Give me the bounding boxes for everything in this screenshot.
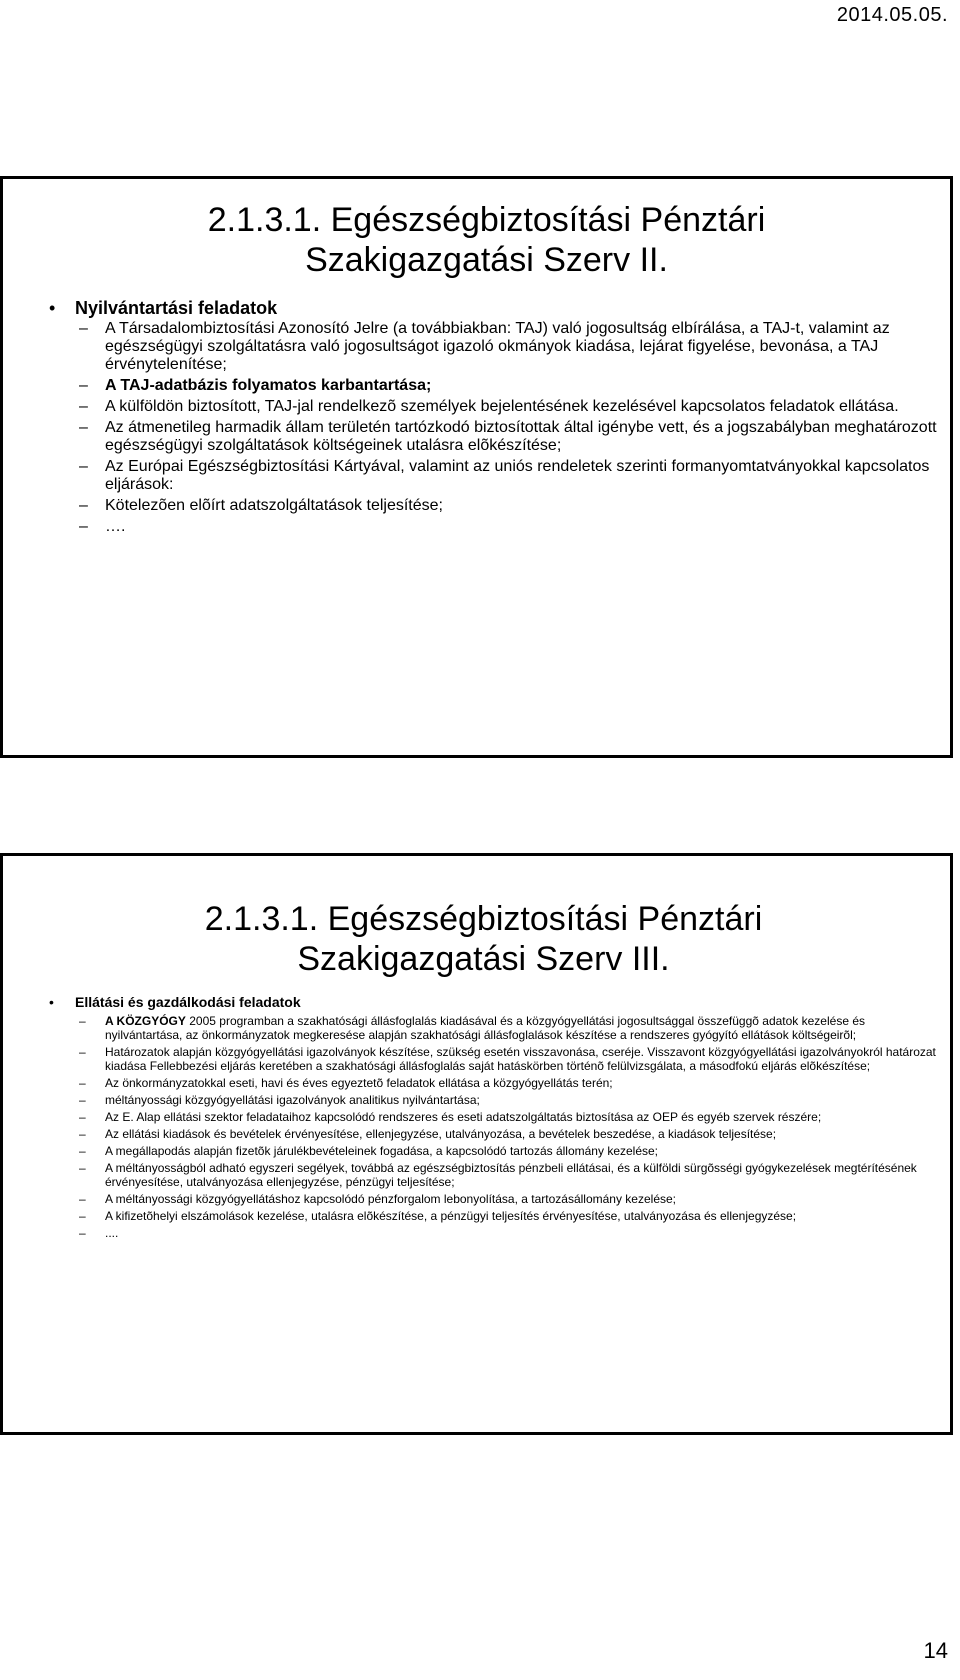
dash-icon: – xyxy=(79,518,88,535)
slide-title-line2: Szakigazgatási Szerv II. xyxy=(305,240,668,279)
slide-title xyxy=(3,179,950,281)
list-item xyxy=(79,1076,940,1090)
bullet-heading xyxy=(43,297,940,319)
slide-title-line2: Szakigazgatási Szerv III. xyxy=(297,939,670,978)
list-item xyxy=(79,1045,940,1073)
list-item-text: Határozatok alapján közgyógyellátási igazolványok készítése, szükség esetén visszavonása, cseréje. Visszavont közgyógyellátási igazolványokról határozat kiadása Fellebbezési eljárás keretében a szakhatósági állásfoglalás saját hatáskörben történõ felülvizsgálata, a másodfokú eljárás elõkészítése; xyxy=(105,1045,936,1073)
list-item xyxy=(79,1192,940,1206)
list-item-text: A Társadalombiztosítási Azonosító Jelre (a továbbiakban: TAJ) való jogosultság elbírálása, a TAJ-t, valamint az egészségügyi szolgáltatásra való jogosultságot igazoló okmányok kiadása, lejárat figyelése, bevonása, a TAJ érvénytelenítése; xyxy=(105,320,890,373)
list-item xyxy=(79,1110,940,1124)
list-item-text: A méltányossági közgyógyellátáshoz kapcsolódó pénzforgalom lebonyolítása, a tartozásállomány kezelése; xyxy=(105,1192,676,1206)
list-item-text: Az E. Alap ellátási szektor feladataihoz kapcsolódó rendszeres és eseti adatszolgáltatás biztosítása az OEP és egyéb szervek részére; xyxy=(105,1110,822,1124)
dash-icon: – xyxy=(79,1192,86,1206)
dash-icon: – xyxy=(79,1076,86,1090)
dash-icon: – xyxy=(79,1127,86,1141)
bullet-heading-text: Ellátási és gazdálkodási feladatok xyxy=(75,994,301,1010)
list-item xyxy=(79,1093,940,1107)
list-item xyxy=(79,518,940,536)
dash-icon: – xyxy=(79,398,88,415)
dash-icon: – xyxy=(79,1209,86,1223)
slide-content xyxy=(43,297,940,539)
bullet-heading-text: Nyilvántartási feladatok xyxy=(75,298,278,318)
slide-title xyxy=(3,856,950,980)
dash-icon: – xyxy=(79,1161,86,1175)
dash-icon: – xyxy=(79,419,88,436)
list-item xyxy=(79,458,940,494)
page-number: 14 xyxy=(923,1638,948,1663)
list-item-text: Kötelezõen elõírt adatszolgáltatások teljesítése; xyxy=(105,497,443,514)
list-item-bold-text: A KÖZGYÓGY xyxy=(105,1014,186,1028)
slide-2-1-3-1-iii xyxy=(0,853,953,1435)
list-item-text: Az átmenetileg harmadik állam területén tartózkodó biztosítottak által igénybe vett, és a jogszabályban meghatározott egészségügyi szolgáltatások költségeinek utalásra elõkészítése; xyxy=(105,419,937,454)
dash-icon: – xyxy=(79,1226,86,1240)
list-item xyxy=(79,1127,940,1141)
dash-icon: – xyxy=(79,1093,86,1107)
slide-content xyxy=(43,993,940,1243)
sub-item-list xyxy=(79,320,940,536)
list-item-text: Az önkormányzatokkal eseti, havi és éves egyeztetõ feladatok ellátása a közgyógyellátás terén; xyxy=(105,1076,613,1090)
list-item-text: .... xyxy=(105,1226,119,1240)
list-item-text: …. xyxy=(105,518,126,535)
dash-icon: – xyxy=(79,1045,86,1059)
slide-2-1-3-1-ii xyxy=(0,176,953,758)
dash-icon: – xyxy=(79,320,88,337)
slide-title-line1: 2.1.3.1. Egészségbiztosítási Pénztári xyxy=(207,201,766,239)
list-item xyxy=(79,1144,940,1158)
list-item xyxy=(79,1161,940,1189)
list-item-text: Az Európai Egészségbiztosítási Kártyával, valamint az uniós rendeletek szerinti formanyomtatványokkal kapcsolatos eljárások: xyxy=(105,458,930,493)
list-item-text: Az ellátási kiadások és bevételek érvényesítése, ellenjegyzése, utalványozása, a bevételek beszedése, a kiadások teljesítése; xyxy=(105,1127,777,1141)
list-item xyxy=(79,398,940,416)
bullet-dot-icon: • xyxy=(49,298,56,318)
dash-icon: – xyxy=(79,497,88,514)
list-item xyxy=(79,1226,940,1240)
list-item xyxy=(79,377,940,395)
list-item-text: A megállapodás alapján fizetõk járulékbevételeinek fogadása, a kapcsolódó tartozás állomány kezelése; xyxy=(105,1144,659,1158)
list-item-text: A TAJ-adatbázis folyamatos karbantartása; xyxy=(105,377,432,394)
dash-icon: – xyxy=(79,458,88,475)
header-date: 2014.05.05. xyxy=(836,4,948,26)
list-item xyxy=(79,419,940,455)
sub-item-list xyxy=(79,1014,940,1240)
dash-icon: – xyxy=(79,1144,86,1158)
list-item xyxy=(79,1014,940,1042)
dash-icon: – xyxy=(79,1014,86,1028)
list-item-text: A külföldön biztosított, TAJ-jal rendelkezõ személyek bejelentésének kezelésével kapcsolatos feladatok ellátása. xyxy=(105,398,899,415)
list-item xyxy=(79,1209,940,1223)
bullet-dot-icon: • xyxy=(49,994,54,1010)
list-item xyxy=(79,320,940,374)
bullet-heading xyxy=(43,993,940,1011)
list-item-text: A méltányosságból adható egyszeri segélyek, továbbá az egészségbiztosítás pénzbeli ellátásai, és a külföldi sürgõsségi gyógykezelések megtérítésének érvényesítése, utalványozása ellenjegyzése, pénzügyi teljesítése; xyxy=(105,1161,917,1189)
dash-icon: – xyxy=(79,377,88,394)
list-item-text: A kifizetõhelyi elszámolások kezelése, utalásra elõkészítése, a pénzügyi teljesítés érvényesítése, utalványozása és ellenjegyzése; xyxy=(105,1209,797,1223)
dash-icon: – xyxy=(79,1110,86,1124)
slide-title-line1: 2.1.3.1. Egészségbiztosítási Pénztári xyxy=(204,900,763,938)
list-item-text: 2005 programban a szakhatósági állásfoglalás kiadásával és a közgyógyellátási jogosultsággal összefüggõ adatok kezelése és nyilvántartása, az önkormányzatok megkeresése alapján szakhatósági állásfoglalások készítése a rendszeres gyógyító ellátások költségeirõl; xyxy=(105,1014,866,1042)
list-item xyxy=(79,497,940,515)
list-item-text: méltányossági közgyógyellátási igazolványok analitikus nyilvántartása; xyxy=(105,1093,480,1107)
